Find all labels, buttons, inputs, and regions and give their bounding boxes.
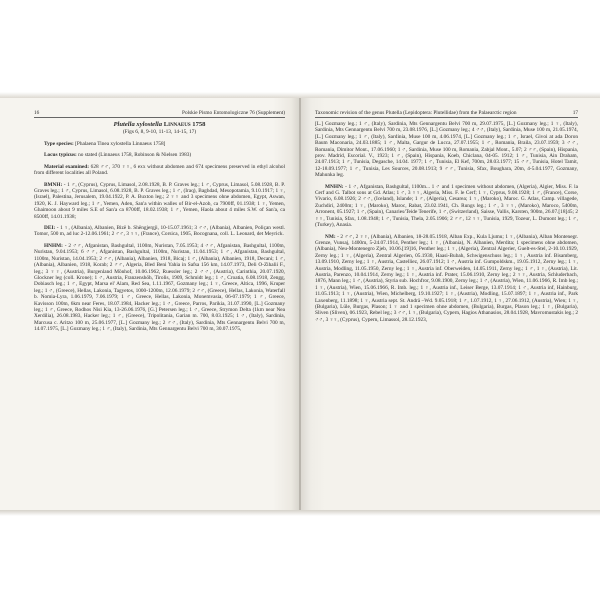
open-book-spread xyxy=(0,98,600,510)
bmnh-text: - 1 ♂, (Cyprus), Cyprus, Limasol, 2.08.1928, B. P. Graves leg.; 1 ♂, Cyprus, Limasol, 5.08.1928, B. P. Graves leg.; 1 ♂, Cyprus, Limasol, 6.08.1928, B. P. Graves leg.; 1 ♂, (Iraq), Baghdad, Mesopotamia, 9.10.1917; 1 ♀, (Israel), Palestina, Jerusalem, 19.04.1922, P. A. Buxton leg.; 2 ♀♀ and 3 specimens ohne abdomen, Egypt, Aswan, 1920, K. J. Hayward leg.; 1 ♂, Yemen, Aden, San'a within walles of Bir-el-Azob, ca 7900ff, 01.1938; 1 ♀, Yemen, Ghaimoon about 9 miles S.E of San'a ca 8700ff, 18.02.1938; 1 ♂, Yemen, Haola about 4 miles S.W. of San'a, ca 8500ff, 14.01.1938; xyxy=(34,181,285,220)
left-running-head xyxy=(34,108,285,118)
material-paragraph xyxy=(34,164,285,177)
locus-paragraph xyxy=(34,152,285,158)
records-continued: [L.] Gozmany leg.; 1 ♂, (Italy), Sardinia, Mts Gennargentu Belvi 700 m, 29.07.1975, [L.] Gozmany leg.; 1 ♀, (Italy), Sardinia, Mts Gennargentu Belvi 700 m, 23.08.1976, [L.] Gozmany leg.; 4 ♂♂, (Italy), Sardinia, Muse 100 m, 21.05.1974, [L.] Gozmany leg.; 1 ♂, (Italy), Sardinia, Muse 100 m, 4.06.1974, [L.] Gozmany leg.; 1 ♂, Israel, Givoi at ada Doron Baum Maconaria, 24.03.1885; 1 ♂, Malta, Gargur de Lucca, 27.07.1955; 1 ♂, Romania, Braila, 23.07.1959; 3 ♂♂, Romania, Dimitor Mont., 17.06.1960; 1 ♂, Sardinia, Muse 100 m, Romania, Zabjal Mont., 5.07; 2 ♂♂, (Spain), Hispania, prov. Madrid, Escorial. V., 1923; 1 ♂, (Spain), Hispania, Koeb, Chiclana, 04-05. 1912; 1 ♂, Tunisia, Ain Draham, 24.07.1913; 1 ♂, Tunisia, Degasche, 14.04. 1977; 1 ♂, Tunisia, El Kef, 700m, 28.03.1977; 15 ♂♂, Tunisia, Hotel Tamit, 12-18.09.1977; 1 ♂, Tunisia, Les Sources, 20.08.1913; 9 ♂♂, Tunisia, Sfax, Boughara, 20m, 4-5.04.1977, Gozmany, Mahunka leg. xyxy=(315,121,578,179)
bmnh-paragraph xyxy=(34,182,285,220)
left-page xyxy=(0,98,301,510)
right-running-head xyxy=(315,108,578,118)
dei-label: DEI: xyxy=(44,225,56,232)
hnhm-label: HNHM: xyxy=(44,242,63,249)
figure-reference: (Figs 6, 8, 9-10, 11-13, 14-15, 17) xyxy=(122,129,197,135)
nm-paragraph xyxy=(315,234,578,324)
right-page-number: 17 xyxy=(572,110,578,116)
dei-paragraph xyxy=(34,225,285,238)
mnhn-label: MNHN: xyxy=(325,183,344,190)
mnhn-text: - 1 ♂, Afganistan, Bashgultal, 1100m... 1 ♂ and 1 specimen without abdomen, (Algeria), Algier, Miss. F. la Cerf and G. Talbot sons at Gd. Atlas; 1 ♂, 3 ♀♀, Algeria, Miss. F. le Cerf; 1 ♀, Cyprus, 9.08.1928; 1 ♂, (France), Corse, Vivario, 6.08.1926; 2 ♂♂, (Iceland), Islande; 1 ♂, (Algeria), Cesarea; 1 ♀, (Maroko), Maroc. G. Atlas, Camp. villagede, Zuchdiri, 2400m; 1 ♀, (Maroko), Maroc, Rabat, 23.02.1941, Ch. Rungs leg.; 1 ♂, 3 ♀♀, (Maroko), Maroco, 5400m, Arronent, 05.1927; 1 ♂, (Spain), Canaries/Teide Tenerife, 1 ♂, (Switzerland), Saisse, Vallis, Karsten, 900m, 26.07.[18]45; 2 ♀♀, Tunisia, Sfax, 1.08.1948; 1 ♂, Tunisia, Thela, 2.05.1906; 2 ♂♂, 12 ♀♀, Tunisia, 1929, Tozeur, L. Dumont leg.; 1 ♂, (Turkey), Anasia. xyxy=(315,183,578,229)
bmnh-label: BMNH: xyxy=(44,181,63,188)
nm-text: - 2 ♂♂, 2 ♀♀, (Albania), Albanien, 18-28.05.1918, Alban Exp., Kula Ljumu; 1 ♀, (Albania), Alban Montenegr. Grenze, Vunsaj, 1400m, 5-24.07.1914, Penther leg.; 1 ♀, (Albania), N. Albanien, Merdita; 1 specimens ohne abdomen, (Albania), Neu-Montenegro Zjeb, 10.06.[19]16, Penther leg.; 1 ♀, (Algeria), Zentral Algerier, Guelt-es-Stel, 2-10.10.1929, Zerny leg.; 1 ♀, (Algeria), Zentral Algerien, 05.1930, Haasi-Bubah, Schwigenschuss leg.; 1 ♀, Austria inf. Bisamberg, 13.09.1910, Zerny leg.; 1 ♀, Austria, Castelliez, 26.07.1912; 1 ♂, Austria inf. Gumpoldskm., 19.05.1912, Zerny leg.; 1 ♀, Austria, Modling, 11.05.1950, Zerny leg.; 1 ♀, Austria inf. Oberweiden, 14.05.1911, Zerny leg.; 1 ♂, 1 ♀, (Austria), Lit. Austria, Parenzo, 10.04.1914, Zerny leg.; 1 ♀, Austria inf. Prater, 15.06.1910, Zerny leg.; 2 ♀♀, Austria, Schluderbach, 1876, Mann leg.; 1 ♂, (Austria), Styria sub. Hochfror, 9.08.1900, Zerny leg.; 1 ♂, (Austria), Wien, 11.06.1966, R. Imb leg.; 1 ♀, (Austria), Wien, 15.06.1966, R. Imb. leg.; 1 ♀, Austria inf., Leiser Berge, 13.07.1914; 1 ♂, Austria inf, Hainburg, 11.05.1913; 1 ♀, (Austria), Wien, Michelberg, 19.10.1927; 1 ♀, (Austria), Modling, 15.07.1897; 1 ♀, Austria inf., Park Laxenberg, 11.1898; 1 ♀, Austria sept. St. Andrä –Wd. 9.05.1918; 1 ♂, 1.07.1912, 1 ♀, 27.06.1912, (Austria), Wien; 1 ♀, (Bulgaria), Lüle, Burgas, Plason; 1 ♀ and 1 specimen ohne abdomen, (Bulgaria), Burgas, Plason leg.; 1 ♀, (Bulgaria), Sliven (Sliven), 06.1923, Rebel leg.; 3 ♂♂, 1 ♀, (Bulgaria), Cypern, Hagios Athanasios, 28.04.1928, Mavromustakis leg.; 2 ♂♂, 3 ♀♀, (Cyprus), Cypern, Limassol, 28.12.1923, xyxy=(315,233,578,323)
type-species-label: Type species: xyxy=(44,141,74,147)
book-bottom-shadow xyxy=(0,510,600,516)
right-page xyxy=(301,98,600,510)
mnhn-paragraph xyxy=(315,184,578,229)
material-text: 628 ♂♂, 370 ♀♀, 6 exx without abdomen and 674 specimens preserved in ethyl alcohol from different localities all Poland. xyxy=(34,163,285,177)
species-name: Plutella xylostella xyxy=(113,121,163,128)
hnhm-text: - 2 ♂♂, Afganistan, Bashgultal, 1100m, Nuristan, 7.05.1953; 4 ♂♂, Afganistan, Bashgultal, 1100m, Nuristan, 9.04.1953; 6 ♂♂, Afganistan, Bashgultal, 1100m, Nuristan, 11.04.1953; 1 ♂, Afganistan, Bashgultal, 1100m, Nuristan, 14.04.1953; 2 ♂♂, (Albania), Albanien, 1918, Bicaj; 1 ♂, (Albania), Albanien, 1918, Decani; 1 ♂, (Albania), Albanien, 1918, Korab; 2 ♂♂, Algeria, Bled Beni Yahia in Safsa 156 km, 14.07.1973, Deli O-Zihalii F., leg.; 3 ♀♀, (Austria), Burgenland Mönhof, 10.06.1962, Ruessler leg.; 2 ♂♂, (Austria), Carinthia, 20.07.1920, Glockner leg (coll. Krone); 1 ♂, Austria, Franzenshöh, Tirolis, 1909, Schmidt leg.; 1 ♂, Croatia, 6.08.1918, Zengg, Dobiasch leg.; 1 ♂, Egypt, Marsa el' Alam, Red Sea, 1.11.1967, Gozmany leg.; 1 ♀, Greece, Altica, 1996, Kruper leg.; 1 ♂, (Greece), Hellas, Lakonia, Tagyetos, 1000-1200m, 12.06.1979; 2 ♂♂, (Greece), Hellas, Lakonia, Waterfall b. Nomia-Lyra, 1.06.1979, 7.06.1979; 1 ♂, Greece, Hellas, Lakonia, Monemvasia, 06-07.1979; 1 ♂, Greece, Kavisson 100m, 6km near Feres, 18.07.1984, Hacker leg.; 1 ♂, Greece, Parros, Parikia, 31.07.1990, [L.] Gozmany leg.; 1 ♂, Greece, Rodhos Nisi Kia, 13-26.06.1976, [G.] Petersen leg.; 1 ♂, Greece, Strymon Delta (1km near Nea Xerdilia), 26.08.1983, Hacker leg.; 1 ♂, (Greece), Tripolitania, Garian m. 700, 8.03.1925; 1 ♂, (Italy), Sardinia, Marcusa c. Aritzo 100 m, 25.06.1977, [L.] Gozmany leg.; 2 ♂♂, (Italy), Sardinia, Mts Gennargentu Belvi 700 m, 14.07.1975, [L.] Gozmany leg.; 1 ♂, (Italy), Sardinia, Mts Gennargentu Belvi 700 m, 30.07.1975, xyxy=(34,242,286,333)
dei-text: - 1 ♀, (Albania), Albanien, Bizë b. Shëngjergji, 10-15.07.1961; 3 ♂♂, (Albania), Albanien, Poliçan westl. Tomor, 500 m, ad luc 2-12.06.1961; 2 ♂♂, 3 ♀♀, (France), Corsica, 1905, Bocognana, coll. L. Leonard, det Meyrick. xyxy=(34,225,286,238)
locus-text: no stated (Linnaeus 1758, Robinson & Nielsen 1983) xyxy=(78,152,192,159)
type-species-paragraph xyxy=(34,141,285,147)
nm-label: NM: xyxy=(325,233,336,240)
journal-name: Polskie Pismo Entomologiczne 76 (Supplement) xyxy=(182,110,285,116)
locus-label: Locus typicus: xyxy=(44,152,77,159)
left-page-number: 16 xyxy=(34,110,40,116)
type-species-text: [Phalaena Tinea xylostella Linnaeus 1758] xyxy=(75,141,166,147)
species-author: Linnaeus 1758 xyxy=(163,121,206,128)
species-heading xyxy=(34,121,285,128)
material-label: Material examined: xyxy=(44,163,89,170)
right-running-title: Taxonomic revision of the genus Plutella (Lepidoptera: Plutellidae) from the Palaearctic region xyxy=(315,110,517,116)
hnhm-paragraph xyxy=(34,243,285,333)
